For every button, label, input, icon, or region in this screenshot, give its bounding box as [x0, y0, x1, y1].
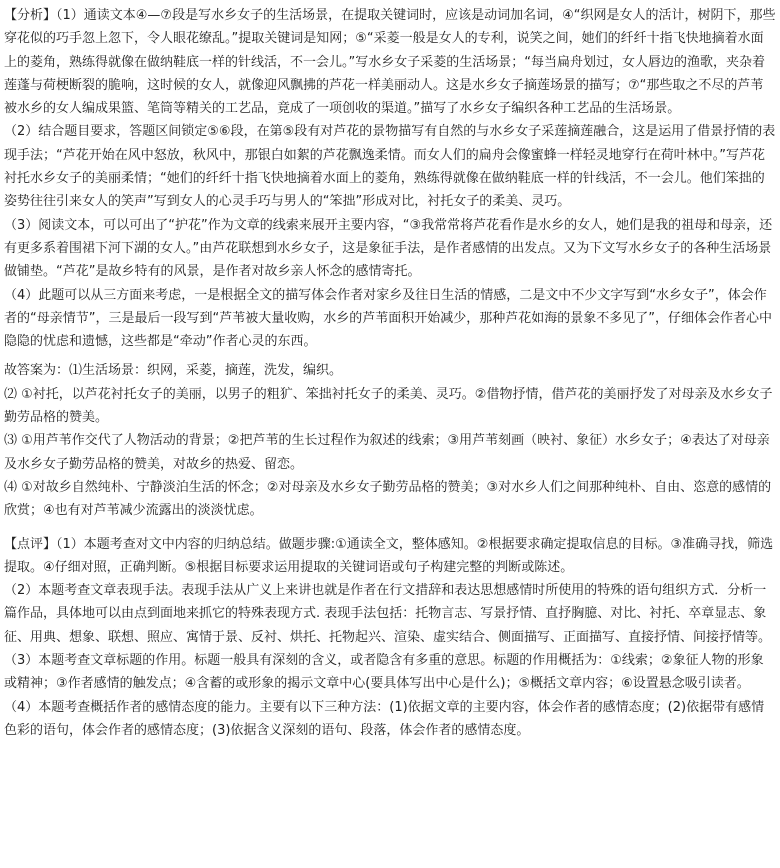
- answer-3: ⑶ ①用芦苇作交代了人物活动的背景；②把芦苇的生长过程作为叙述的线索；③用芦苇刻画（映衬、象征）水乡女子；④表达了对母亲及水乡女子勤劳品格的赞美，对故乡的热爱、留恋。: [4, 433, 770, 472]
- analysis-paragraph-1: 【分析】（1）通读文本④—⑦段是写水乡女子的生活场景，在提取关键词时，应该是动词加名词，④“织网是女人的活计，树阴下，那些穿花似的巧手忽上忽下，令人眼花缭乱。”提取关键词是知网；⑤“采菱一般是女人的专利，说笑之间，她们的纤纤十指飞快地摘着水面上的菱角，熟练得就像在做纳鞋底一样的针线活，不一会儿。”写水乡女子采菱的生活场景；“每当扁舟划过，女人唇边的渔歌，夹杂着莲蓬与荷梗断裂的脆响，这时候的女人，就像迎风飘拂的芦花一样美丽动人。这是水乡女子摘莲场景的描写；⑦“那些取之不尽的芦苇被水乡的女人编成果篮、笔筒等精关的工艺品，竟成了一项创收的渠道。”描写了水乡女子编织各种工艺品的生活场景。: [4, 8, 776, 117]
- analysis-paragraph-3: （3）阅读文本，可以可出了“护花”作为文章的线索来展开主要内容，“③我常常将芦花看作是水乡的女人，她们是我的祖母和母亲，还有更多系着围裙下河下湖的女人。”由芦花联想到水乡女子，这是象征手法，是作者感情的出发点。又为下文写水乡女子的各种生活场景做铺垫。“芦花”是故乡特有的风景，是作者对故乡亲人怀念的感情寄托。: [4, 217, 773, 280]
- answer-2: ⑵ ①衬托，以芦花衬托女子的美丽，以男子的粗犷、笨拙衬托女子的柔美、灵巧。②借物抒情，借芦花的美丽抒发了对母亲及水乡女子勤劳品格的赞美。: [4, 386, 773, 426]
- comment-paragraph-2: （2）本题考查文章表现手法。表现手法从广义上来讲也就是作者在行文措辞和表达思想感情时所使用的特殊的语句组织方式．分析一篇作品，具体地可以由点到面地来抓它的特殊表现方式. 表现手法包括：托物言志、写景抒情、直抒胸臆、对比、衬托、卒章显志、象征、用典、想象、联想、照应、寓情于景、反衬、烘托、托物起兴、渲染、虚实结合、侧面描写、正面描写、直接抒情、间接抒情等。: [4, 583, 772, 645]
- comment-section: [4, 533, 776, 743]
- answer-4: ⑷ ①对故乡自然纯朴、宁静淡泊生活的怀念；②对母亲及水乡女子勤劳品格的赞美；③对水乡人们之间那种纯朴、自由、恣意的感情的欣赏；④也有对芦苇减少流露出的淡淡忧虑。: [4, 479, 772, 519]
- analysis-section: [4, 4, 776, 353]
- comment-paragraph-4: （4）本题考查概括作者的感情态度的能力。主要有以下三种方法：(1)依据文章的主要内容，体会作者的感情态度；(2)依据带有感情色彩的语句，体会作者的感情态度；(3)依据含义深刻的语句、段落，体会作者的感情态度。: [4, 699, 765, 738]
- comment-paragraph-1: 【点评】（1）本题考查对文中内容的归纳总结。做题步骤:①通读全文，整体感知。②根据要求确定提取信息的目标。③准确寻找，筛选提取。④仔细对照，正确判断。⑤根据目标要求运用提取的关键词语或句子构建完整的判断或陈述。: [4, 536, 774, 575]
- comment-paragraph-3: （3）本题考查文章标题的作用。标题一般具有深刻的含义，或者隐含有多重的意思。标题的作用概括为：①线索；②象征人物的形象或精神；③作者感情的触发点；④含蓄的或形象的揭示文章中心(要具体写出中心是什么)；⑤概括文章内容；⑥设置悬念吸引读者。: [4, 653, 764, 692]
- analysis-paragraph-4: （4）此题可以从三方面来考虑，一是根据全文的描写体会作者对家乡及往日生活的情感，二是文中不少文字写到“水乡女子”，体会作者的“母亲情节”，三是最后一段写到“芦苇被大量收购，水乡的芦苇面积开始减少，那种芦花如海的景象不多见了”，仔细体会作者心中隐隐的忧虑和遗憾，这些都是“牵动”作者心灵的东西。: [4, 287, 772, 350]
- answer-intro: 故答案为：⑴生活场景：织网，采菱，摘莲，洗发，编织。: [4, 363, 343, 379]
- answers-section: [4, 359, 776, 522]
- analysis-paragraph-2: （2）结合题目要求，答题区间锁定⑤⑥段，在第⑤段有对芦花的景物描写有自然的与水乡女子采莲摘莲融合，这是运用了借景抒情的表现手法；“芦花开始在风中怒放，秋风中，那银白如絮的芦花飘逸柔情。而女人们的扁舟会像蜜蜂一样轻灵地穿行在荷叶林中。”写芦花衬托水乡女子的美丽柔情；“她们的纤纤十指飞快地摘着水面上的菱角，熟练得就像在做纳鞋底一样的针线活，不一会儿。他们笨拙的姿势往往引来女人的笑声”写到女人的心灵手巧与男人的“笨拙”形成对比，衬托女子的柔美、灵巧。: [4, 124, 776, 210]
- section-spacer: [4, 523, 776, 533]
